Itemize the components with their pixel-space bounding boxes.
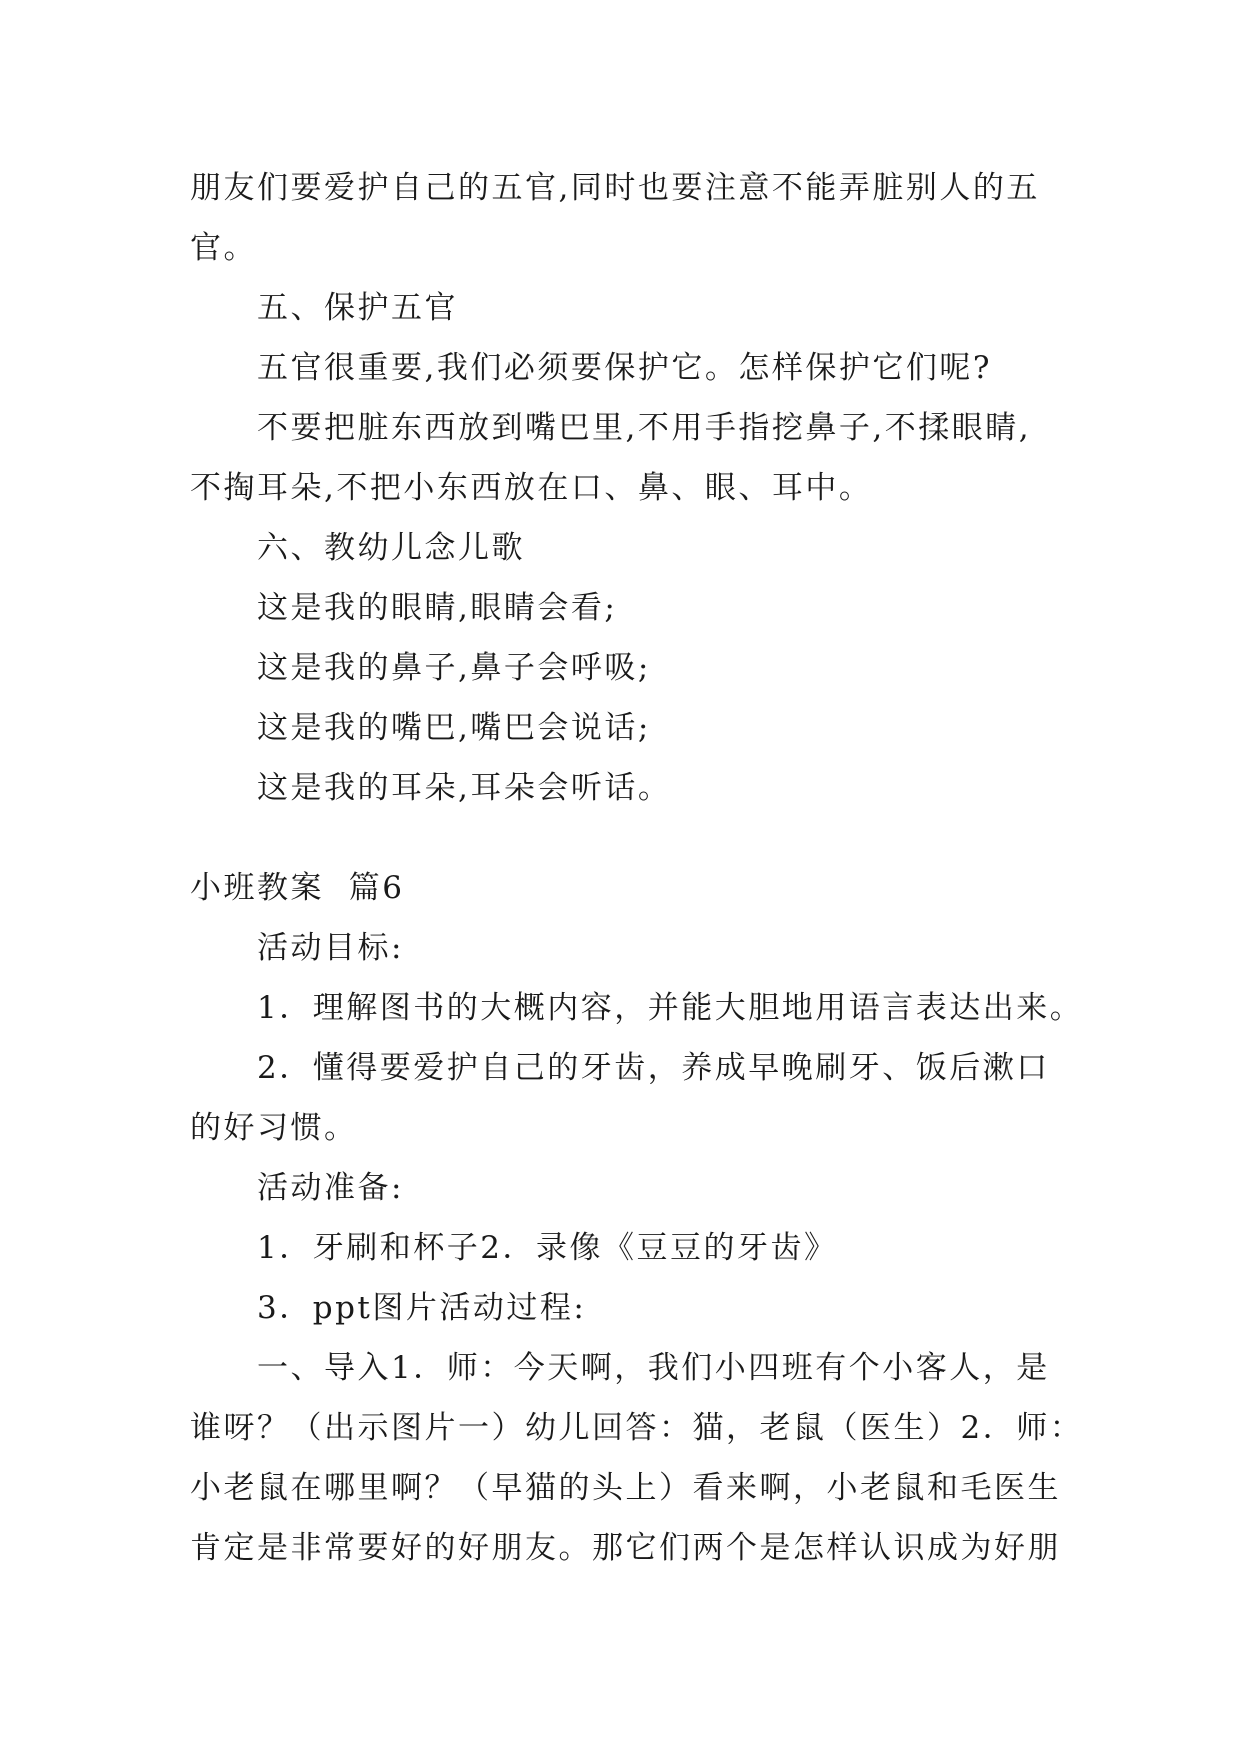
paragraph-line: 谁呀？（出示图片一）幼儿回答：猫，老鼠（医生）2．师：	[190, 1410, 1084, 1446]
paragraph-line: 的好习惯。	[190, 1110, 358, 1146]
rhyme-line: 这是我的眼睛,眼睛会看;	[257, 590, 618, 626]
paragraph-line: 不掏耳朵,不把小东西放在口、鼻、眼、耳中。	[190, 470, 873, 506]
lesson-title: 小班教案 篇6	[190, 870, 405, 906]
paragraph-line: 官。	[190, 230, 257, 266]
section-heading: 五、保护五官	[257, 290, 458, 326]
section-heading: 活动准备:	[257, 1170, 404, 1206]
paragraph-line: 一、导入1．师：今天啊，我们小四班有个小客人，是	[257, 1350, 1050, 1386]
paragraph-line: 朋友们要爱护自己的五官,同时也要注意不能弄脏别人的五	[190, 170, 1040, 206]
paragraph-line: 3．ppt图片活动过程:	[257, 1290, 587, 1326]
paragraph-line: 2．懂得要爱护自己的牙齿，养成早晚刷牙、饭后漱口	[257, 1050, 1050, 1086]
paragraph-line: 肯定是非常要好的好朋友。那它们两个是怎样认识成为好朋	[190, 1530, 1061, 1566]
paragraph-line: 五官很重要,我们必须要保护它。怎样保护它们呢?	[257, 350, 992, 386]
rhyme-line: 这是我的耳朵,耳朵会听话。	[257, 770, 672, 806]
paragraph-line: 小老鼠在哪里啊？（早猫的头上）看来啊，小老鼠和毛医生	[190, 1470, 1061, 1506]
paragraph-line: 1．理解图书的大概内容，并能大胆地用语言表达出来。	[257, 990, 1084, 1026]
rhyme-line: 这是我的鼻子,鼻子会呼吸;	[257, 650, 651, 686]
section-heading: 六、教幼儿念儿歌	[257, 530, 525, 566]
section-heading: 活动目标:	[257, 930, 404, 966]
paragraph-line: 不要把脏东西放到嘴巴里,不用手指挖鼻子,不揉眼睛,	[257, 410, 1032, 446]
paragraph-line: 1．牙刷和杯子2．录像《豆豆的牙齿》	[257, 1230, 838, 1266]
rhyme-line: 这是我的嘴巴,嘴巴会说话;	[257, 710, 651, 746]
